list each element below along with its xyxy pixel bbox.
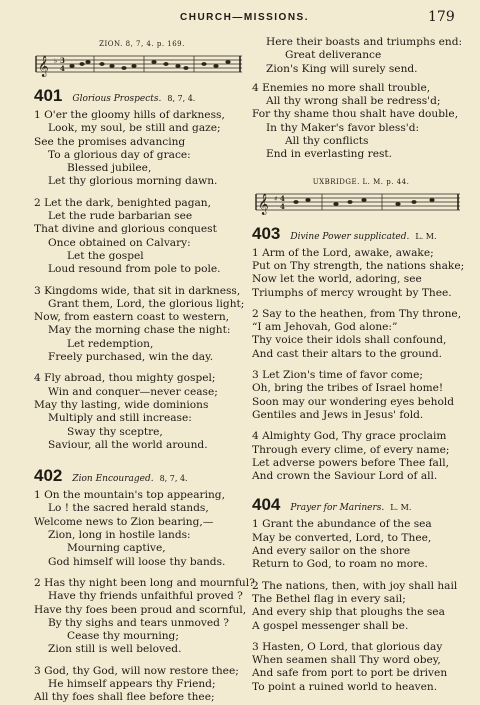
verse-line: Saviour, all the world around.	[48, 438, 208, 451]
hymn-title: Prayer for Mariners.	[290, 503, 385, 514]
verse-line: 3 Let Zion's time of favor come;	[252, 369, 423, 382]
verse-line: To point a ruined world to heaven.	[252, 680, 438, 693]
verse-line: Here their boasts and triumphs end:	[266, 36, 463, 48]
hymn-meter: L. M.	[415, 231, 437, 241]
stanza	[252, 641, 470, 694]
svg-text:♯: ♯	[274, 194, 278, 203]
hymn-number: 401	[34, 86, 63, 105]
verse-line: And every ship that ploughs the sea	[252, 606, 445, 619]
verse-line: 4 Almighty God, Thy grace proclaim	[252, 430, 447, 443]
svg-text:4: 4	[60, 64, 65, 73]
verse-line: Let redemption,	[67, 337, 154, 350]
verse-line: 1 On the mountain's top appearing,	[34, 489, 225, 502]
verse-line: And every sailor on the shore	[252, 545, 411, 558]
verse-line: Multiply and still increase:	[48, 412, 192, 425]
verse-line: Let thy glorious morning dawn.	[48, 175, 218, 188]
tune-reference-uxbridge: UXBRIDGE. L. M. p. 44.	[312, 177, 410, 186]
right-column	[252, 36, 470, 694]
hymn-number: 404	[252, 495, 281, 515]
hymn-heading-401	[34, 86, 250, 106]
verse-line: Once obtained on Calvary:	[48, 236, 191, 249]
verse-line: May thy lasting, wide dominions	[34, 398, 209, 411]
verse-line: Soon may our wondering eyes behold	[252, 395, 455, 408]
verse-line: Have thy friends unfaithful proved ?	[48, 590, 243, 603]
verse-line: Welcome news to Zion bearing,—	[34, 515, 214, 528]
stanza	[34, 285, 250, 365]
svg-text:4: 4	[280, 193, 285, 203]
verse-line: Let the rude barbarian see	[48, 210, 193, 223]
svg-text:3: 3	[60, 56, 65, 65]
tune-reference-zion: ZION. 8, 7, 4. p. 169.	[99, 40, 185, 48]
verse-line: Through every clime, of every name;	[252, 443, 450, 456]
verse-line: A gospel messenger shall be.	[252, 619, 409, 632]
svg-text:𝄞: 𝄞	[38, 56, 49, 77]
verse-line: See the promises advancing	[34, 135, 186, 148]
hymn-number: 402	[34, 466, 63, 486]
stanza	[252, 580, 470, 633]
verse-line: May the morning chase the night:	[48, 324, 231, 337]
stanza-continuation	[252, 36, 470, 76]
hymn-title: Zion Encouraged.	[72, 474, 154, 485]
hymn-title: Divine Power supplicated.	[290, 231, 410, 242]
verse-line: Have thy foes been proud and scornful,	[34, 603, 247, 616]
verse-line: And safe from port to port be driven	[252, 667, 448, 680]
verse-line: The Bethel flag in every sail;	[252, 592, 406, 605]
verse-line: Thy voice their idols shall confound,	[252, 334, 447, 347]
verse-line: And cast their altars to the ground.	[252, 347, 442, 360]
verse-line: 3 God, thy God, will now restore thee;	[34, 664, 239, 677]
verse-line: Loud resound from pole to pole.	[48, 263, 221, 276]
stanza	[34, 665, 250, 705]
left-column	[34, 36, 255, 705]
verse-line: Win and conquer—never cease;	[48, 385, 218, 398]
verse-line: Gentiles and Jews in Jesus' fold.	[252, 408, 424, 421]
hymn-meter: L. M.	[390, 503, 412, 513]
verse-line: May be converted, Lord, to Thee,	[252, 531, 432, 544]
svg-text:4: 4	[280, 201, 285, 211]
verse-line: Sway thy sceptre,	[67, 425, 163, 438]
stanza	[34, 197, 250, 277]
verse-line: To a glorious day of grace:	[48, 148, 191, 161]
svg-text:𝄞: 𝄞	[258, 193, 269, 215]
verse-line: God himself will loose thy bands.	[48, 555, 226, 568]
hymn-heading-403	[252, 224, 470, 244]
verse-line: Grant them, Lord, the glorious light;	[48, 297, 245, 310]
verse-line: 2 Say to the heathen, from Thy throne,	[252, 307, 462, 320]
hymn-heading-402	[34, 466, 250, 486]
verse-line: 3 Hasten, O Lord, that glorious day	[252, 640, 443, 653]
verse-line: Now, from eastern coast to western,	[34, 311, 230, 324]
verse-line: “I am Jehovah, God alone:”	[252, 321, 398, 334]
music-staff-uxbridge	[252, 188, 462, 218]
hymn-meter: 8, 7, 4.	[159, 474, 188, 484]
verse-line: All thy conflicts	[285, 135, 369, 148]
verse-line: By thy sighs and tears unmoved ?	[48, 616, 229, 629]
verse-line: Put on Thy strength, the nations shake;	[252, 259, 465, 272]
hymn-number: 403	[252, 223, 281, 243]
verse-line: 2 Let the dark, benighted pagan,	[34, 196, 211, 209]
verse-line: End in everlasting rest.	[266, 148, 393, 161]
verse-line: 3 Kingdoms wide, that sit in darkness,	[34, 284, 241, 297]
verse-line: And crown the Saviour Lord of all.	[252, 470, 438, 483]
verse-line: 4 Enemies no more shall trouble,	[252, 81, 431, 94]
verse-line: Blessed jubilee,	[67, 162, 152, 175]
verse-line: Lo ! the sacred herald stands,	[48, 502, 209, 515]
stanza	[34, 576, 255, 657]
stanza	[252, 308, 470, 361]
stanza	[34, 372, 250, 452]
hymn-title: Glorious Prospects.	[72, 94, 162, 104]
verse-line: For thy shame thou shalt have double,	[252, 108, 459, 121]
verse-line: 1 Grant the abundance of the sea	[252, 518, 432, 531]
music-staff-zion	[34, 50, 244, 80]
verse-line: Freely purchased, win the day.	[48, 351, 214, 364]
verse-line: Look, my soul, be still and gaze;	[48, 122, 221, 135]
verse-line: Return to God, to roam no more.	[252, 558, 428, 571]
verse-line: All thy foes shall flee before thee;	[34, 691, 215, 704]
stanza	[252, 369, 470, 422]
verse-line: That divine and glorious conquest	[34, 223, 217, 236]
verse-line: Now let the world, adoring, see	[252, 273, 422, 286]
stanza	[252, 430, 470, 483]
verse-line: He himself appears thy Friend;	[48, 677, 216, 690]
verse-line: Zion still is well beloved.	[48, 643, 182, 656]
stanza	[34, 489, 250, 569]
verse-line: All thy wrong shall be redress'd;	[266, 95, 441, 108]
verse-line: Zion, long in hostile lands:	[48, 529, 191, 542]
verse-line: Triumphs of mercy wrought by Thee.	[252, 286, 452, 299]
verse-line: 1 Arm of the Lord, awake, awake;	[252, 246, 434, 259]
verse-line: Let the gospel	[67, 249, 144, 262]
verse-line: 2 Has thy night been long and mournful?	[34, 576, 255, 589]
stanza	[252, 82, 470, 162]
verse-line: Mourning captive,	[67, 542, 166, 555]
section-title: CHURCH—MISSIONS.	[180, 12, 310, 23]
running-header	[0, 9, 480, 32]
verse-line: 2 The nations, then, with joy shall hail	[252, 579, 458, 592]
verse-line: 1 O'er the gloomy hills of darkness,	[34, 109, 225, 121]
svg-text:♭: ♭	[54, 57, 58, 65]
verse-line: Zion's King will surely send.	[266, 62, 418, 75]
verse-line: Let adverse powers before Thee fall,	[252, 456, 450, 469]
verse-line: In thy Maker's favor bless'd:	[266, 121, 420, 134]
hymn-meter: 8, 7, 4.	[167, 94, 196, 103]
verse-line: 4 Fly abroad, thou mighty gospel;	[34, 372, 216, 385]
stanza	[34, 109, 250, 189]
verse-line: Oh, bring the tribes of Israel home!	[252, 382, 444, 395]
verse-line: Cease thy mourning;	[67, 630, 179, 643]
hymn-heading-404	[252, 495, 470, 515]
page-number: 179	[428, 9, 455, 25]
stanza	[252, 518, 470, 571]
stanza	[252, 247, 470, 300]
verse-line: When seamen shall Thy word obey,	[252, 654, 441, 667]
verse-line: Great deliverance	[285, 49, 382, 62]
